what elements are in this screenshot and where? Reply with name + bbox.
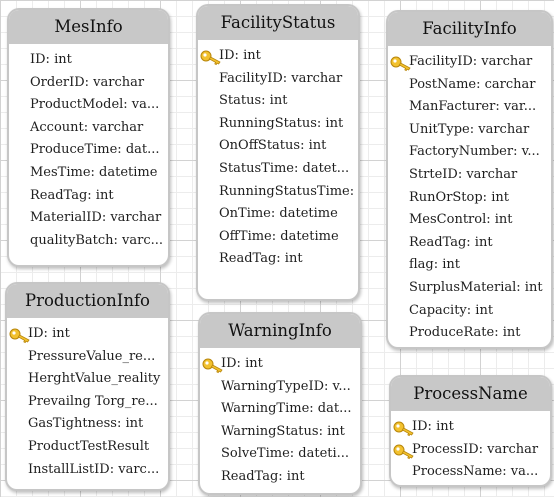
table-title: ProcessName bbox=[391, 377, 550, 411]
field-label: OrderID: varchar bbox=[30, 74, 145, 90]
field-label: FacilityID: varchar bbox=[219, 70, 343, 86]
field-row[interactable] bbox=[198, 158, 358, 181]
field-label: MaterialID: varchar bbox=[30, 210, 162, 226]
field-row[interactable] bbox=[388, 209, 551, 232]
field-label: ProductModel: va... bbox=[30, 97, 160, 113]
field-label: ProcessName: va... bbox=[412, 464, 539, 480]
field-list bbox=[9, 44, 168, 252]
field-row[interactable] bbox=[198, 90, 358, 113]
field-label: FacilityID: varchar bbox=[409, 54, 533, 69]
field-list bbox=[388, 46, 551, 345]
field-list bbox=[198, 40, 358, 271]
field-row[interactable] bbox=[7, 391, 168, 414]
field-label: ReadTag: int bbox=[219, 251, 303, 267]
field-row[interactable] bbox=[388, 96, 551, 119]
field-row[interactable] bbox=[388, 300, 551, 323]
field-row[interactable] bbox=[198, 203, 358, 226]
field-label: Capacity: int bbox=[409, 302, 494, 318]
field-row[interactable] bbox=[388, 51, 551, 74]
primary-key-icon bbox=[202, 356, 224, 374]
table-mesinfo[interactable] bbox=[7, 8, 170, 267]
field-label: flag: int bbox=[409, 257, 461, 273]
table-facilitystatus[interactable] bbox=[196, 4, 360, 301]
field-label: WarningTypeID: v... bbox=[221, 378, 351, 394]
table-facilityinfo[interactable] bbox=[386, 10, 553, 349]
table-title: FacilityStatus bbox=[198, 6, 358, 40]
field-label: PostName: carchar bbox=[409, 76, 536, 92]
field-row[interactable] bbox=[200, 466, 360, 489]
primary-key-icon bbox=[393, 419, 415, 437]
field-label: Status: int bbox=[219, 93, 288, 109]
field-label: GasTightness: int bbox=[28, 416, 144, 432]
table-title: ProductionInfo bbox=[7, 284, 168, 318]
field-label: ID: int bbox=[28, 326, 70, 341]
field-row[interactable] bbox=[7, 368, 168, 391]
field-row[interactable] bbox=[391, 461, 550, 484]
field-label: ID: int bbox=[221, 356, 263, 371]
field-label: MesControl: int bbox=[409, 212, 513, 228]
field-label: RunningStatusTime: bbox=[219, 183, 355, 199]
field-row[interactable] bbox=[200, 421, 360, 444]
field-row[interactable] bbox=[198, 135, 358, 158]
field-list bbox=[200, 348, 360, 489]
field-label: OnTime: datetime bbox=[219, 206, 338, 222]
field-label: MesTime: datetime bbox=[30, 164, 158, 180]
field-label: ManFacturer: var... bbox=[409, 99, 537, 115]
field-label: qualityBatch: varc... bbox=[30, 232, 164, 248]
field-row[interactable] bbox=[388, 141, 551, 164]
table-productioninfo[interactable] bbox=[5, 282, 170, 491]
field-list bbox=[391, 411, 550, 484]
field-row[interactable] bbox=[391, 439, 550, 462]
field-row[interactable] bbox=[9, 72, 168, 95]
table-title: FacilityInfo bbox=[388, 12, 551, 46]
field-row[interactable] bbox=[7, 346, 168, 369]
field-row[interactable] bbox=[200, 376, 360, 399]
field-row[interactable] bbox=[7, 413, 168, 436]
field-row[interactable] bbox=[200, 398, 360, 421]
field-row[interactable] bbox=[7, 323, 168, 346]
field-label: ReadTag: int bbox=[409, 234, 493, 250]
field-label: ProductTestResult bbox=[28, 438, 150, 454]
field-row[interactable] bbox=[9, 162, 168, 185]
field-row[interactable] bbox=[198, 181, 358, 204]
primary-key-icon bbox=[9, 326, 31, 344]
field-label: Account: varchar bbox=[30, 119, 144, 135]
field-label: PressureValue_re... bbox=[28, 348, 156, 364]
field-row[interactable] bbox=[388, 254, 551, 277]
field-label: ProduceTime: dat... bbox=[30, 142, 160, 158]
field-label: FactoryNumber: v... bbox=[409, 144, 540, 160]
field-label: WarningTime: dat... bbox=[221, 401, 352, 417]
field-row[interactable] bbox=[9, 49, 168, 72]
field-label: RunOrStop: int bbox=[409, 189, 509, 205]
field-row[interactable] bbox=[200, 353, 360, 376]
field-row[interactable] bbox=[391, 416, 550, 439]
field-row[interactable] bbox=[7, 459, 168, 482]
field-row[interactable] bbox=[388, 164, 551, 187]
field-row[interactable] bbox=[388, 119, 551, 142]
field-label: OffTime: datetime bbox=[219, 228, 339, 244]
field-label: ReadTag: int bbox=[221, 468, 305, 484]
field-row[interactable] bbox=[200, 443, 360, 466]
field-label: ProcessID: varchar bbox=[412, 441, 539, 457]
field-label: RunningStatus: int bbox=[219, 115, 344, 131]
primary-key-icon bbox=[390, 54, 412, 72]
field-row[interactable] bbox=[7, 436, 168, 459]
field-label: SolveTime: dateti... bbox=[221, 446, 350, 462]
field-row[interactable] bbox=[388, 277, 551, 300]
field-label: StrteID: varchar bbox=[409, 166, 518, 182]
table-processname[interactable] bbox=[389, 375, 552, 487]
field-label: ReadTag: int bbox=[30, 187, 114, 203]
field-label: ID: int bbox=[30, 52, 72, 67]
field-row[interactable] bbox=[198, 248, 358, 271]
primary-key-icon bbox=[393, 442, 415, 460]
field-row[interactable] bbox=[9, 117, 168, 140]
field-label: OnOffStatus: int bbox=[219, 138, 327, 154]
field-label: Prevailng Torg_re... bbox=[28, 393, 158, 409]
field-label: ProduceRate: int bbox=[409, 325, 521, 341]
field-list bbox=[7, 318, 168, 481]
field-label: ID: int bbox=[219, 48, 261, 63]
field-row[interactable] bbox=[388, 187, 551, 210]
field-row[interactable] bbox=[198, 68, 358, 91]
field-label: SurplusMaterial: int bbox=[409, 279, 543, 295]
primary-key-icon bbox=[200, 48, 222, 66]
table-title: MesInfo bbox=[9, 10, 168, 44]
field-row[interactable] bbox=[9, 207, 168, 230]
field-row[interactable] bbox=[9, 139, 168, 162]
field-row[interactable] bbox=[9, 230, 168, 253]
field-row[interactable] bbox=[388, 74, 551, 97]
field-label: WarningStatus: int bbox=[221, 423, 345, 439]
field-row[interactable] bbox=[9, 94, 168, 117]
field-row[interactable] bbox=[198, 45, 358, 68]
field-label: ID: int bbox=[412, 419, 454, 434]
field-row[interactable] bbox=[9, 185, 168, 208]
table-title: WarningInfo bbox=[200, 314, 360, 348]
field-row[interactable] bbox=[198, 113, 358, 136]
field-row[interactable] bbox=[198, 226, 358, 249]
field-row[interactable] bbox=[388, 232, 551, 255]
field-row[interactable] bbox=[388, 322, 551, 345]
field-label: UnitType: varchar bbox=[409, 121, 530, 137]
table-warninginfo[interactable] bbox=[198, 312, 362, 495]
field-label: StatusTime: datet... bbox=[219, 160, 350, 176]
field-label: InstallListID: varc... bbox=[28, 461, 160, 477]
field-label: HerghtValue_reality bbox=[28, 371, 161, 387]
